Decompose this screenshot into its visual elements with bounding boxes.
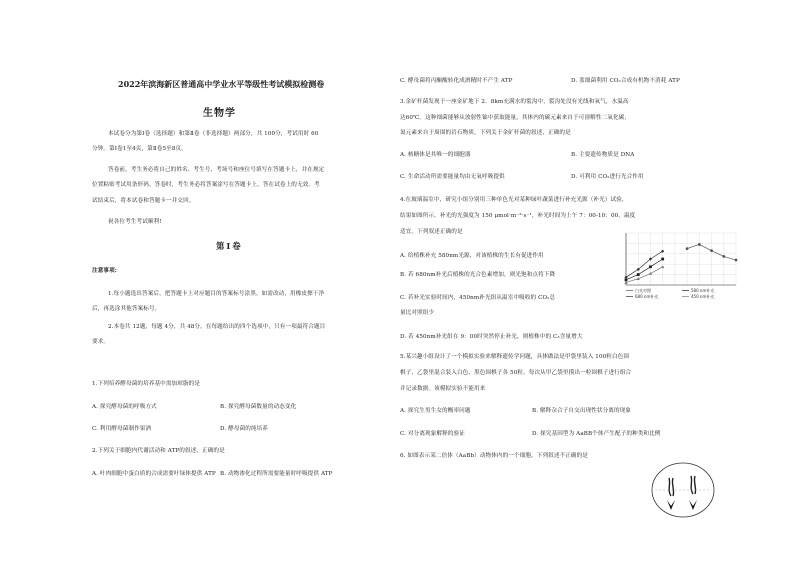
chart-point xyxy=(637,273,640,276)
chart-legend-label: 680 nm补光 xyxy=(635,294,659,299)
q5-option-b: B. 解释杂合子自交出现性状分离的现象 xyxy=(532,408,632,414)
q2-stem: 2.下列关于细胞内代谢活动和 ATP的叙述，正确的是 xyxy=(92,448,225,454)
chart-legend-label: 450 nm补光 xyxy=(691,294,715,299)
q6-cell-diagram xyxy=(649,460,717,520)
q4-option-d: D. 若 450nm补光组在 9：00时突然停止补光，则植株中的 C₃含量增大 xyxy=(400,334,583,340)
q3-option-c: C. 生命活动所需要能量均由无氧呼吸提供 xyxy=(400,174,505,180)
notice-title: 注意事项: xyxy=(92,268,117,274)
intro-line-4: 位置粘贴考试用条形码。答卷时，考生务必将答案涂写在答题卡上，答在试卷上的无效。考 xyxy=(92,182,320,188)
q6-stem: 6. 如图表示某二倍体（AaBb）动物体内的一个细胞。下列叙述不正确的是 xyxy=(400,453,589,459)
chromosome-4 xyxy=(694,476,695,494)
chromosome-1 xyxy=(669,478,671,496)
chart-series-line xyxy=(626,259,663,280)
q1-option-a: A. 探究酵母菌的呼吸方式 xyxy=(92,404,157,410)
intro-line-6: 祝各位考生考试顺利! xyxy=(108,219,162,225)
q4-option-c-2: 量比对照组少 xyxy=(400,310,435,316)
q3-option-b: B. 主要遗传物质是 DNA xyxy=(571,152,635,158)
q4-option-a: A. 给植株补充 580nm光源，对该植株的生长有促进作用 xyxy=(400,253,544,259)
chart-point xyxy=(625,278,628,281)
intro-line-3: 答卷前，考生务必将自己的姓名、考生号、考场号和座位号填写在答题卡上，并在规定 xyxy=(108,167,325,173)
q4-stem-1: 4.在玻璃温室中，研究小组分别用三种单色光对某种绿叶蔬菜进行补充光源（补光）试验， xyxy=(400,197,628,203)
q2-option-c: C. 酵母菌将丙酮酸转化成酒精时不产生 ATP xyxy=(400,78,513,84)
notice-line-3: 2.本卷共 12题，每题 4分，共 48分。在每题给出的四个选项中，只有一项最符合题目 xyxy=(108,324,326,330)
notice-line-1: 1.每小题选出答案后，把答题卡上对应题目的答案标号涂黑。如需改动，用橡皮擦干净 xyxy=(108,291,325,297)
q2-option-a: A. 叶肉细胞中蛋白质的合成需要叶绿体提供 ATP xyxy=(92,471,216,477)
chromosome-2 xyxy=(672,478,673,496)
chromosome-5 xyxy=(667,500,675,510)
chart-point xyxy=(649,265,652,268)
q1-option-c: C. 利用酵母菌制作果酒 xyxy=(92,426,152,432)
q4-option-b: B. 若 680nm补光后植株的光合色素增加，则光饱和点将下降 xyxy=(400,272,556,278)
q4-chart xyxy=(616,229,740,303)
cell-svg xyxy=(649,460,717,520)
notice-line-2: 后，再选涂其他答案标号。 xyxy=(92,306,161,312)
q4-option-c-1: C. 若补光实验时间内，450nm补光组从温室中吸收的 CO₂总 xyxy=(400,295,556,301)
chromosomes xyxy=(669,476,696,496)
q3-option-d: D. 可利用 CO₂进行光合作用 xyxy=(571,174,644,180)
chart-point xyxy=(661,265,664,268)
q5-option-c: C. 对分离现象解释的验证 xyxy=(400,431,465,437)
q5-option-d: D. 探究基因型为 AaBB个体产生配子的种类和比例 xyxy=(532,431,661,437)
exam-title: 2022年滨海新区普通高中学业水平等级性考试模拟检测卷 xyxy=(118,79,325,89)
chart-point xyxy=(698,243,701,246)
q1-option-b: B. 探究酵母菌数量的动态变化 xyxy=(220,404,297,410)
intro-line-1: 本试卷分为第Ⅰ卷（选择题）和第Ⅱ卷（非选择题）两部分，共 100分，考试用时 60 xyxy=(108,131,319,137)
chart-legend-label: 白光对照 xyxy=(635,288,651,293)
chart-point xyxy=(722,255,725,258)
q1-option-d: D. 酵母菌的纯培养 xyxy=(220,426,268,432)
q3-stem-1: 3.金矿杆菌发现于一座金矿地下 2．8km充满水的裂沟中，裂沟处没有光线和氧气，水温高 xyxy=(400,99,629,105)
notice-line-4: 要求。 xyxy=(92,339,110,345)
q3-option-a: A. 核糖体是其唯一的细胞器 xyxy=(400,152,471,158)
chromosome-6 xyxy=(689,500,697,510)
chart-legend-label: 580 nm补光 xyxy=(691,288,715,293)
chromosome-3 xyxy=(691,476,693,494)
chart-point xyxy=(661,258,664,261)
intro-line-2: 分钟。第Ⅰ卷1至4页，第Ⅱ卷5至8页。 xyxy=(92,146,187,152)
q5-stem-3: 并记录数据。该模拟实验不能用来 xyxy=(400,386,486,392)
chart-point xyxy=(735,259,738,262)
q4-stem-3: 适宜。下列叙述正确的是 xyxy=(400,229,463,235)
q3-stem-3: 氮元素来自于周围的岩石物质。下列关于金矿杆菌的叙述，正确的是 xyxy=(400,130,571,136)
q4-chart-svg xyxy=(616,229,740,303)
q2-option-b: B. 动物渗化过程所需要能量时呼吸提供 ATP xyxy=(220,471,333,477)
q1-stem: 1.下列培养酵母菌的培养基中需加琼脂的是 xyxy=(92,381,201,387)
chart-point xyxy=(710,249,713,252)
chart-point xyxy=(686,247,689,250)
q4-stem-2: 结果如图所示。补光的光强度为 150 μmol·m⁻²·s⁻¹，补光时间为上午 7：00-10：00，温度 xyxy=(400,213,636,219)
intro-line-5: 试结束后，将本试卷和答题卡一并交回。 xyxy=(92,198,195,204)
q2-option-d: D. 蓝细菌利用 CO₂合成有机物不消耗 ATP xyxy=(571,78,680,84)
q5-stem-1: 5.某兴趣小组设计了一个模拟实验来解释遗传学问题，具体做法是甲袋里装入 100粒白色围 xyxy=(400,354,630,360)
subject-title: 生物学 xyxy=(203,108,236,119)
part-title: 第Ⅰ卷 xyxy=(216,241,243,251)
q3-stem-2: 达60℃。这种细菌能够从放射性铀中获取能量，其体内的碳元素来自于可溶解性二氧化碳， xyxy=(400,115,631,121)
chromatid-shapes xyxy=(667,500,697,510)
q5-stem-2: 棋子，乙袋里混合装入白色、黑色围棋子各 50粒。每次从甲乙袋里摸出一粒围棋子进行组合 xyxy=(400,370,632,376)
chart-point xyxy=(649,272,652,275)
q5-option-a: A. 探究生男生女的概率问题 xyxy=(400,408,471,414)
